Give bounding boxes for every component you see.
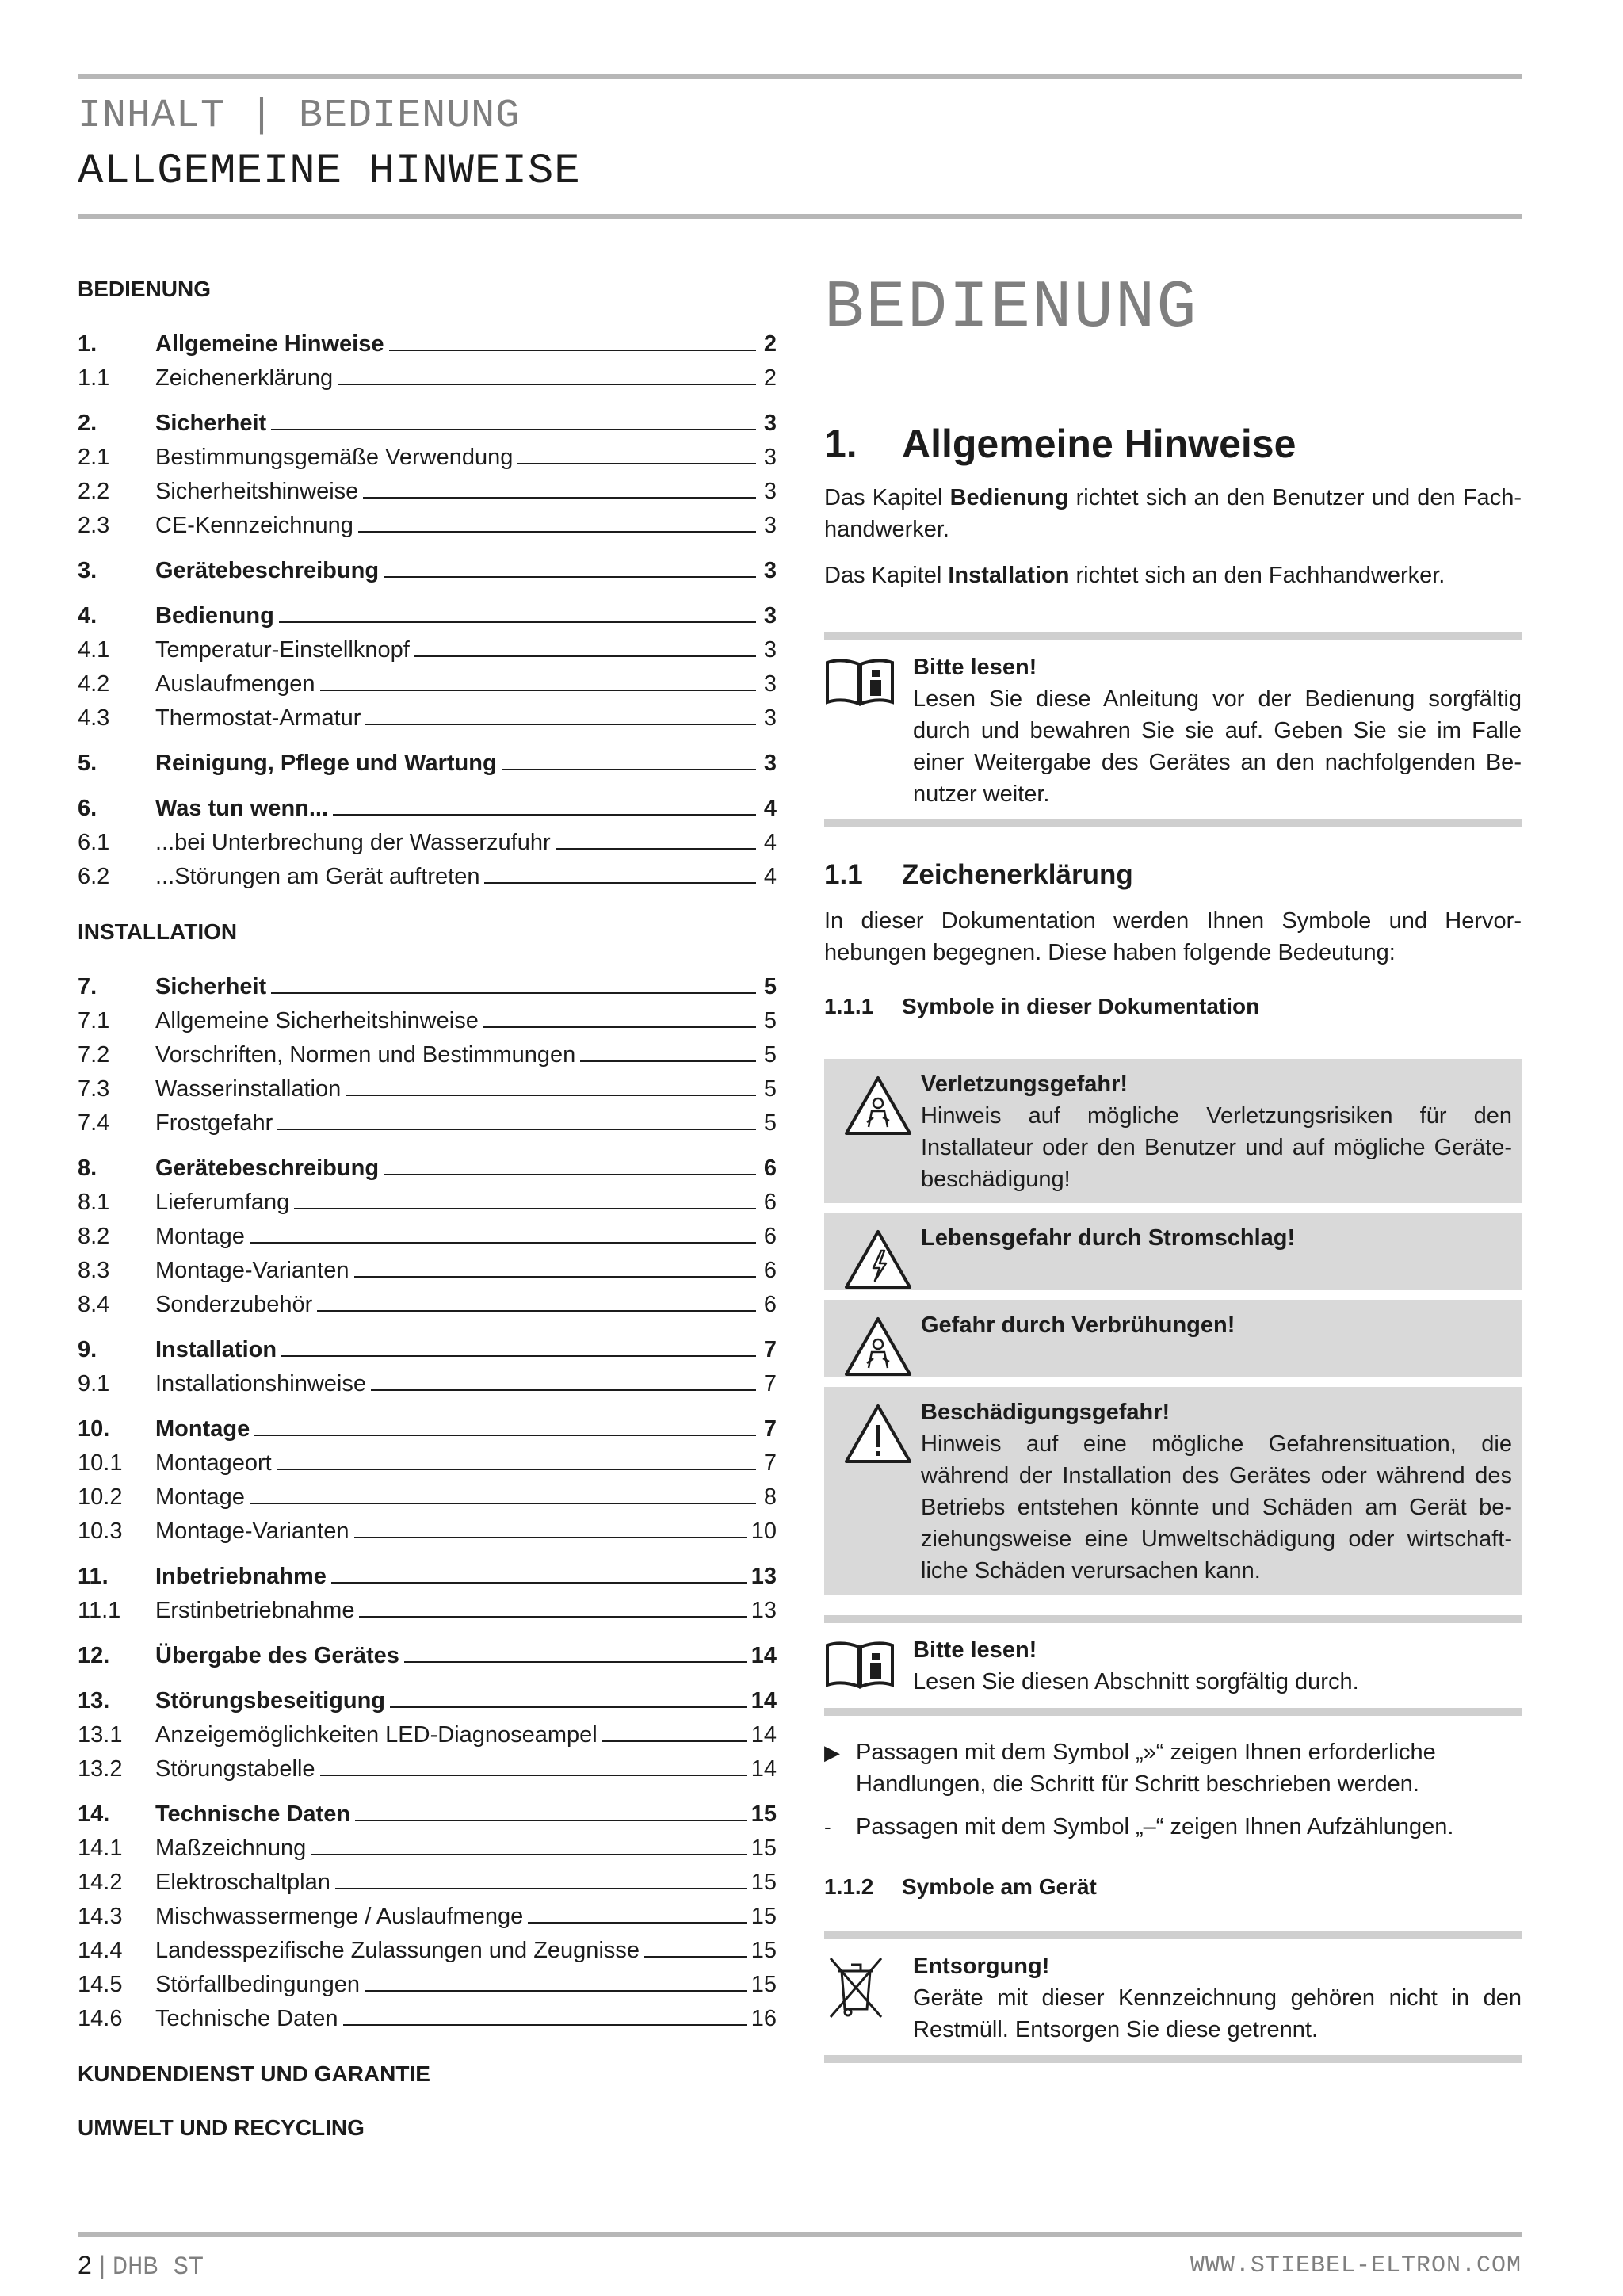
toc-entry-number: 9.1 bbox=[78, 1371, 110, 1396]
header-bottom-rule bbox=[78, 214, 1522, 219]
toc-entry-title: Gerätebeschreibung bbox=[155, 1156, 380, 1181]
toc-leader-line bbox=[359, 1616, 746, 1618]
toc-leader-line bbox=[354, 1276, 756, 1278]
info-book-icon bbox=[824, 651, 913, 810]
toc-subchapter-row[interactable] bbox=[78, 1714, 777, 1748]
toc-leader-line bbox=[279, 621, 756, 623]
toc-entry-number: 7.2 bbox=[78, 1042, 110, 1068]
toc-subchapter-row[interactable] bbox=[78, 1284, 777, 1318]
toc-leader-line bbox=[277, 1469, 756, 1470]
page-number: 2 bbox=[78, 2251, 92, 2279]
toc-chapter-row[interactable] bbox=[78, 403, 777, 437]
toc-leader-line bbox=[250, 1503, 756, 1504]
warning-injury bbox=[824, 1059, 1522, 1203]
toc-entry-page: 15 bbox=[750, 1870, 777, 1895]
toc-subchapter-row[interactable] bbox=[78, 1442, 777, 1477]
paragraph-bedienung: Das Kapitel Bedienung richtet sich an den Benutzer und den Fachhandwerker. bbox=[824, 485, 1522, 542]
toc-entry-number: 4.1 bbox=[78, 637, 110, 663]
toc-leader-line bbox=[320, 1775, 747, 1776]
toc-entry-number: 11.1 bbox=[78, 1598, 121, 1623]
toc-chapter-row[interactable] bbox=[78, 550, 777, 584]
toc-entry-title: Störungsbeseitigung bbox=[155, 1688, 385, 1713]
footer-url: WWW.STIEBEL-ELTRON.COM bbox=[1190, 2252, 1522, 2279]
warning-text: Hinweis auf mögliche Verletzungsrisiken für den Installateur oder den Benutzer und auf mögliche Gerätebeschädigung! bbox=[921, 1103, 1512, 1192]
toc-entry-title: Was tun wenn... bbox=[155, 796, 329, 821]
toc-chapter-row[interactable] bbox=[78, 1408, 777, 1442]
toc-leader-line bbox=[317, 1310, 756, 1312]
list-item-action: ▶ Passagen mit dem Symbol „»“ zeigen Ihnen erforderliche Handlungen, die Schritt für Schritt beschrieben werden. bbox=[824, 1736, 1522, 1800]
toc-subchapter-row[interactable] bbox=[78, 629, 777, 663]
toc-entry-number: 5. bbox=[78, 751, 97, 776]
toc-group bbox=[78, 966, 777, 1137]
toc-entry-page: 10 bbox=[750, 1519, 777, 1544]
toc-entry-page: 6 bbox=[763, 1190, 777, 1215]
toc-entry-title: Montage bbox=[155, 1224, 245, 1249]
chapter-heading bbox=[824, 420, 1522, 468]
toc-subchapter-row[interactable] bbox=[78, 1477, 777, 1511]
toc-leader-line bbox=[311, 1854, 747, 1855]
toc-entry-page: 8 bbox=[763, 1484, 777, 1510]
toc-leader-line bbox=[363, 497, 756, 499]
toc-entry-page: 15 bbox=[750, 1938, 777, 1963]
toc-chapter-row[interactable] bbox=[78, 1635, 777, 1669]
toc-entry-number: 11. bbox=[78, 1564, 109, 1589]
toc-leader-line bbox=[502, 769, 756, 770]
toc-entry-page: 5 bbox=[763, 1008, 777, 1033]
toc-leader-line bbox=[355, 1820, 747, 1821]
toc-entry-number: 14.3 bbox=[78, 1904, 123, 1929]
toc-entry-title: Störungstabelle bbox=[155, 1756, 315, 1782]
toc-chapter-row[interactable] bbox=[78, 1794, 777, 1828]
toc-leader-line bbox=[277, 1129, 756, 1130]
toc-entry-number: 7. bbox=[78, 974, 97, 999]
toc-leader-line bbox=[281, 1355, 756, 1357]
toc-group bbox=[78, 1329, 777, 1397]
toc-subchapter-row[interactable] bbox=[78, 1216, 777, 1250]
toc-entry-page: 4 bbox=[763, 796, 777, 821]
toc-entry-title: Sicherheit bbox=[155, 974, 267, 999]
toc-entry-title: Montage-Varianten bbox=[155, 1519, 349, 1544]
toc-leader-line bbox=[556, 848, 756, 850]
toc-entry-title: Gerätebeschreibung bbox=[155, 558, 380, 583]
chapter-title: Allgemeine Hinweise bbox=[902, 422, 1296, 466]
note-text: Geräte mit dieser Kennzeichnung gehören nicht in den Restmüll. Entsorgen Sie diese getrennt. bbox=[913, 1985, 1522, 2042]
toc-entry-page: 7 bbox=[763, 1450, 777, 1476]
toc-leader-line bbox=[354, 1537, 747, 1538]
toc-entry-title: Technische Daten bbox=[155, 2006, 338, 2031]
toc-entry-number: 14.6 bbox=[78, 2006, 123, 2031]
toc-entry-page: 6 bbox=[763, 1156, 777, 1181]
toc-group bbox=[78, 595, 777, 732]
toc-entry-number: 4.3 bbox=[78, 705, 110, 731]
toc-entry-title: Störfallbedingungen bbox=[155, 1972, 360, 1997]
toc-subchapter-row[interactable] bbox=[78, 1896, 777, 1930]
toc-entry-title: CE-Kennzeichnung bbox=[155, 513, 353, 538]
paragraph-symbols: In dieser Dokumentation werden Ihnen Symbole und Hervorhebungen begegnen. Diese haben folgende Bedeutung: bbox=[824, 908, 1522, 965]
toc-entry-page: 5 bbox=[763, 1076, 777, 1102]
toc-leader-line bbox=[333, 814, 756, 816]
warning-title: Verletzungsgefahr! bbox=[921, 1072, 1128, 1097]
toc-section-heading: INSTALLATION bbox=[78, 919, 238, 944]
toc-entry-title: Allgemeine Sicherheitshinweise bbox=[155, 1008, 479, 1033]
toc-leader-line bbox=[365, 1990, 747, 1992]
toc-entry-page: 6 bbox=[763, 1224, 777, 1249]
toc-entry-page: 3 bbox=[763, 411, 777, 436]
toc-entry-number: 2. bbox=[78, 411, 97, 436]
toc-leader-line bbox=[271, 992, 756, 994]
toc-entry-number: 14. bbox=[78, 1801, 110, 1827]
toc-entry-page: 5 bbox=[763, 1110, 777, 1136]
toc-entry-page: 3 bbox=[763, 671, 777, 697]
toc-subchapter-row[interactable] bbox=[78, 1998, 777, 2032]
toc-subchapter-row[interactable] bbox=[78, 437, 777, 471]
toc-entry-page: 3 bbox=[763, 751, 777, 776]
toc-leader-line bbox=[320, 690, 756, 691]
toc-entry-number: 13. bbox=[78, 1688, 110, 1713]
toc-leader-line bbox=[483, 1026, 756, 1028]
toc-entry-page: 4 bbox=[763, 864, 777, 889]
toc-entry-title: Installationshinweise bbox=[155, 1371, 366, 1396]
toc-entry-page: 15 bbox=[750, 1801, 777, 1827]
toc-entry-title: Landesspezifische Zulassungen und Zeugnisse bbox=[155, 1938, 640, 1963]
toc-entry-title: Montage bbox=[155, 1484, 245, 1510]
toc-subchapter-row[interactable] bbox=[78, 1964, 777, 1998]
toc-leader-line bbox=[404, 1661, 747, 1663]
toc-entry-title: Anzeigemöglichkeiten LED-Diagnoseampel bbox=[155, 1722, 598, 1748]
toc-leader-line bbox=[528, 1922, 747, 1924]
toc-leader-line bbox=[365, 724, 756, 725]
toc-entry-number: 1.1 bbox=[78, 365, 110, 391]
toc-entry-number: 2.2 bbox=[78, 479, 110, 504]
warning-title: Gefahr durch Verbrühungen! bbox=[921, 1312, 1235, 1338]
toc-entry-page: 3 bbox=[763, 479, 777, 504]
toc-entry-title: Sicherheit bbox=[155, 411, 267, 436]
header-title: ALLGEMEINE HINWEISE bbox=[78, 147, 581, 196]
toc-group bbox=[78, 788, 777, 890]
triangle-bullet-icon: ▶ bbox=[824, 1740, 840, 1764]
toc-entry-number: 14.2 bbox=[78, 1870, 123, 1895]
toc-entry-page: 3 bbox=[763, 637, 777, 663]
toc-leader-line bbox=[254, 1435, 756, 1436]
toc-subchapter-row[interactable] bbox=[78, 1930, 777, 1964]
toc-leader-line bbox=[343, 2024, 747, 2026]
toc-entry-number: 8.4 bbox=[78, 1292, 110, 1317]
info-book-icon bbox=[824, 1634, 913, 1698]
table-of-contents bbox=[78, 277, 777, 2162]
toc-entry-title: Montageort bbox=[155, 1450, 272, 1476]
toc-group bbox=[78, 1408, 777, 1545]
toc-entry-number: 7.4 bbox=[78, 1110, 110, 1136]
toc-leader-line bbox=[580, 1060, 756, 1062]
toc-leader-line bbox=[384, 576, 756, 578]
toc-entry-number: 1. bbox=[78, 331, 97, 357]
toc-entry-number: 9. bbox=[78, 1337, 97, 1362]
toc-entry-title: Installation bbox=[155, 1337, 277, 1362]
toc-leader-line bbox=[294, 1208, 756, 1209]
toc-subchapter-row[interactable] bbox=[78, 505, 777, 539]
toc-entry-title: Übergabe des Gerätes bbox=[155, 1643, 399, 1668]
note-text: Lesen Sie diesen Abschnitt sorgfältig durch. bbox=[913, 1669, 1359, 1694]
toc-entry-title: Wasserinstallation bbox=[155, 1076, 342, 1102]
toc-group bbox=[78, 323, 777, 392]
toc-entry-title: Zeichenerklärung bbox=[155, 365, 334, 391]
toc-entry-number: 13.1 bbox=[78, 1722, 123, 1748]
toc-leader-line bbox=[331, 1582, 747, 1584]
toc-subchapter-row[interactable] bbox=[78, 1250, 777, 1284]
toc-entry-number: 10.2 bbox=[78, 1484, 123, 1510]
toc-entry-title: Sicherheitshinweise bbox=[155, 479, 359, 504]
toc-entry-title: Montage bbox=[155, 1416, 250, 1442]
toc-entry-number: 7.1 bbox=[78, 1008, 110, 1033]
toc-entry-page: 13 bbox=[750, 1598, 777, 1623]
toc-entry-page: 3 bbox=[763, 705, 777, 731]
toc-entry-page: 5 bbox=[763, 974, 777, 999]
footer-page-info: 2 | DHB ST bbox=[78, 2251, 204, 2282]
toc-entry-number: 10.1 bbox=[78, 1450, 123, 1476]
toc-entry-number: 10.3 bbox=[78, 1519, 123, 1544]
toc-chapter-row[interactable] bbox=[78, 1148, 777, 1182]
toc-entry-page: 3 bbox=[763, 558, 777, 583]
toc-entry-number: 8.1 bbox=[78, 1190, 110, 1215]
toc-leader-line bbox=[338, 384, 756, 385]
toc-chapter-row[interactable] bbox=[78, 966, 777, 1000]
toc-subchapter-row[interactable] bbox=[78, 856, 777, 890]
toc-subchapter-row[interactable] bbox=[78, 1034, 777, 1068]
toc-entry-title: Maßzeichnung bbox=[155, 1836, 307, 1861]
toc-entry-number: 8.3 bbox=[78, 1258, 110, 1283]
toc-group bbox=[78, 1148, 777, 1318]
toc-chapter-row[interactable] bbox=[78, 1329, 777, 1363]
toc-entry-title: Auslaufmengen bbox=[155, 671, 315, 697]
toc-entry-number: 3. bbox=[78, 558, 97, 583]
toc-entry-title: Technische Daten bbox=[155, 1801, 351, 1827]
toc-subchapter-row[interactable] bbox=[78, 697, 777, 732]
toc-leader-line bbox=[517, 463, 756, 464]
toc-leader-line bbox=[371, 1389, 756, 1391]
person-warning-icon bbox=[824, 1068, 921, 1195]
toc-group bbox=[78, 550, 777, 584]
toc-subchapter-row[interactable] bbox=[78, 1862, 777, 1896]
toc-chapter-row[interactable] bbox=[78, 1556, 777, 1590]
toc-entry-page: 14 bbox=[750, 1756, 777, 1782]
toc-leader-line bbox=[346, 1095, 756, 1096]
warning-title: Beschädigungsgefahr! bbox=[921, 1400, 1170, 1425]
toc-entry-page: 7 bbox=[763, 1337, 777, 1362]
toc-leader-line bbox=[271, 429, 756, 430]
toc-entry-number: 12. bbox=[78, 1643, 110, 1668]
toc-group bbox=[78, 1680, 777, 1782]
toc-entry-number: 13.2 bbox=[78, 1756, 123, 1782]
toc-leader-line bbox=[335, 1888, 747, 1889]
toc-entry-page: 15 bbox=[750, 1904, 777, 1929]
paragraph-installation: Das Kapitel Installation richtet sich an den Fachhandwerker. bbox=[824, 563, 1445, 588]
toc-entry-number: 6.2 bbox=[78, 864, 110, 889]
scalding-warning-icon bbox=[824, 1309, 921, 1370]
toc-entry-page: 14 bbox=[750, 1722, 777, 1748]
document-name: DHB ST bbox=[112, 2252, 204, 2282]
toc-entry-title: Inbetriebnahme bbox=[155, 1564, 327, 1589]
warning-text: Hinweis auf eine mögliche Gefahrensituation, die während der Installation des Gerätes oder während des Betriebs entstehen könnte und Schäden am Gerät beziehungsweise eine Umweltschädigung oder wirtschaftliche Schäden verursachen kann. bbox=[921, 1431, 1512, 1584]
toc-entry-number: 6. bbox=[78, 796, 97, 821]
toc-leader-line bbox=[414, 655, 756, 657]
toc-group bbox=[78, 403, 777, 539]
crossed-bin-icon bbox=[824, 1950, 913, 2046]
toc-entry-number: 2.3 bbox=[78, 513, 110, 538]
toc-entry-page: 2 bbox=[763, 365, 777, 391]
toc-entry-number: 7.3 bbox=[78, 1076, 110, 1102]
toc-entry-title: Sonderzubehör bbox=[155, 1292, 313, 1317]
subsection-heading: 1.1.1 Symbole in dieser Dokumentation bbox=[824, 994, 1260, 1018]
toc-chapter-row[interactable] bbox=[78, 788, 777, 822]
exclamation-warning-icon bbox=[824, 1396, 921, 1587]
toc-leader-line bbox=[484, 882, 756, 884]
warning-scalding bbox=[824, 1300, 1522, 1377]
toc-entry-page: 15 bbox=[750, 1836, 777, 1861]
toc-entry-title: Vorschriften, Normen und Bestimmungen bbox=[155, 1042, 576, 1068]
header-breadcrumb: INHALT | BEDIENUNG bbox=[78, 94, 521, 139]
toc-entry-number: 2.1 bbox=[78, 445, 110, 470]
toc-entry-page: 6 bbox=[763, 1258, 777, 1283]
toc-entry-page: 3 bbox=[763, 603, 777, 628]
toc-chapter-row[interactable] bbox=[78, 1680, 777, 1714]
toc-entry-page: 7 bbox=[763, 1416, 777, 1442]
warning-damage bbox=[824, 1387, 1522, 1595]
toc-leader-line bbox=[384, 1174, 756, 1175]
toc-chapter-row[interactable] bbox=[78, 323, 777, 357]
toc-entry-title: Reinigung, Pflege und Wartung bbox=[155, 751, 497, 776]
toc-entry-title: Thermostat-Armatur bbox=[155, 705, 361, 731]
toc-entry-title: Bedienung bbox=[155, 603, 274, 628]
toc-entry-page: 16 bbox=[750, 2006, 777, 2031]
toc-subchapter-row[interactable] bbox=[78, 471, 777, 505]
toc-group bbox=[78, 1635, 777, 1669]
toc-entry-title: ...Störungen am Gerät auftreten bbox=[155, 864, 480, 889]
toc-entry-number: 14.4 bbox=[78, 1938, 123, 1963]
toc-section-heading: UMWELT UND RECYCLING bbox=[78, 2115, 365, 2140]
toc-entry-number: 14.1 bbox=[78, 1836, 123, 1861]
warning-title: Lebensgefahr durch Stromschlag! bbox=[921, 1225, 1296, 1251]
toc-entry-page: 14 bbox=[750, 1688, 777, 1713]
toc-entry-title: Temperatur-Einstellknopf bbox=[155, 637, 410, 663]
toc-leader-line bbox=[358, 531, 756, 533]
toc-entry-title: Elektroschaltplan bbox=[155, 1870, 330, 1895]
toc-entry-title: Montage-Varianten bbox=[155, 1258, 349, 1283]
header-top-rule bbox=[78, 74, 1522, 79]
toc-subchapter-row[interactable] bbox=[78, 1511, 777, 1545]
toc-entry-page: 2 bbox=[763, 331, 777, 357]
toc-subchapter-row[interactable] bbox=[78, 822, 777, 856]
toc-entry-title: Erstinbetriebnahme bbox=[155, 1598, 355, 1623]
toc-group bbox=[78, 743, 777, 777]
toc-group bbox=[78, 1556, 777, 1624]
list-item-enumeration: - Passagen mit dem Symbol „–“ zeigen Ihnen Aufzählungen. bbox=[824, 1811, 1522, 1843]
toc-subchapter-row[interactable] bbox=[78, 1363, 777, 1397]
part-title: BEDIENUNG bbox=[824, 271, 1198, 346]
toc-subchapter-row[interactable] bbox=[78, 1000, 777, 1034]
note-text: Lesen Sie diese Anleitung vor der Bedienung sorgfältig durch und bewahren Sie sie auf. Geben Sie sie im Falle einer Weitergabe des Gerätes an den nachfolgenden Benutzer weiter. bbox=[913, 686, 1522, 807]
toc-entry-page: 15 bbox=[750, 1972, 777, 1997]
dash-bullet: - bbox=[824, 1815, 831, 1839]
toc-chapter-row[interactable] bbox=[78, 595, 777, 629]
section-heading: 1.1 Zeichenerklärung bbox=[824, 859, 1133, 890]
toc-entry-page: 4 bbox=[763, 830, 777, 855]
toc-entry-number: 4.2 bbox=[78, 671, 110, 697]
toc-entry-title: Lieferumfang bbox=[155, 1190, 290, 1215]
toc-section-heading: KUNDENDIENST UND GARANTIE bbox=[78, 2061, 430, 2086]
toc-entry-number: 10. bbox=[78, 1416, 110, 1442]
toc-entry-title: Frostgefahr bbox=[155, 1110, 273, 1136]
toc-entry-page: 13 bbox=[750, 1564, 777, 1589]
toc-leader-line bbox=[602, 1740, 747, 1742]
footer-rule bbox=[78, 2232, 1522, 2237]
toc-entry-page: 7 bbox=[763, 1371, 777, 1396]
subsection-heading: 1.1.2 Symbole am Gerät bbox=[824, 1874, 1097, 1899]
toc-entry-number: 8.2 bbox=[78, 1224, 110, 1249]
note-title: Bitte lesen! bbox=[913, 655, 1037, 680]
read-note-1 bbox=[824, 632, 1522, 827]
toc-entry-page: 3 bbox=[763, 445, 777, 470]
toc-entry-title: Allgemeine Hinweise bbox=[155, 331, 384, 357]
toc-entry-title: Bestimmungsgemäße Verwendung bbox=[155, 445, 514, 470]
toc-subchapter-row[interactable] bbox=[78, 1102, 777, 1137]
toc-entry-page: 14 bbox=[750, 1643, 777, 1668]
electric-shock-icon bbox=[824, 1222, 921, 1282]
note-title: Entsorgung! bbox=[913, 1954, 1050, 1979]
toc-entry-page: 5 bbox=[763, 1042, 777, 1068]
toc-entry-number: 8. bbox=[78, 1156, 97, 1181]
toc-group bbox=[78, 1794, 777, 2032]
toc-entry-title: ...bei Unterbrechung der Wasserzufuhr bbox=[155, 830, 551, 855]
toc-chapter-row[interactable] bbox=[78, 743, 777, 777]
toc-entry-page: 3 bbox=[763, 513, 777, 538]
toc-section-heading: BEDIENUNG bbox=[78, 277, 212, 301]
toc-subchapter-row[interactable] bbox=[78, 1068, 777, 1102]
toc-entry-number: 6.1 bbox=[78, 830, 110, 855]
toc-subchapter-row[interactable] bbox=[78, 1748, 777, 1782]
toc-entry-number: 4. bbox=[78, 603, 97, 628]
note-title: Bitte lesen! bbox=[913, 1637, 1037, 1663]
toc-leader-line bbox=[389, 350, 757, 351]
toc-leader-line bbox=[250, 1242, 756, 1244]
toc-leader-line bbox=[644, 1956, 747, 1958]
toc-entry-number: 14.5 bbox=[78, 1972, 123, 1997]
toc-subchapter-row[interactable] bbox=[78, 1590, 777, 1624]
toc-entry-page: 6 bbox=[763, 1292, 777, 1317]
toc-subchapter-row[interactable] bbox=[78, 663, 777, 697]
toc-entry-title: Mischwassermenge / Auslaufmenge bbox=[155, 1904, 524, 1929]
disposal-note bbox=[824, 1931, 1522, 2063]
warning-electric bbox=[824, 1213, 1522, 1290]
toc-subchapter-row[interactable] bbox=[78, 1828, 777, 1862]
main-content bbox=[824, 269, 1522, 2093]
toc-subchapter-row[interactable] bbox=[78, 357, 777, 392]
toc-leader-line bbox=[390, 1706, 747, 1708]
chapter-number: 1. bbox=[824, 422, 857, 466]
read-note-2 bbox=[824, 1615, 1522, 1716]
toc-subchapter-row[interactable] bbox=[78, 1182, 777, 1216]
